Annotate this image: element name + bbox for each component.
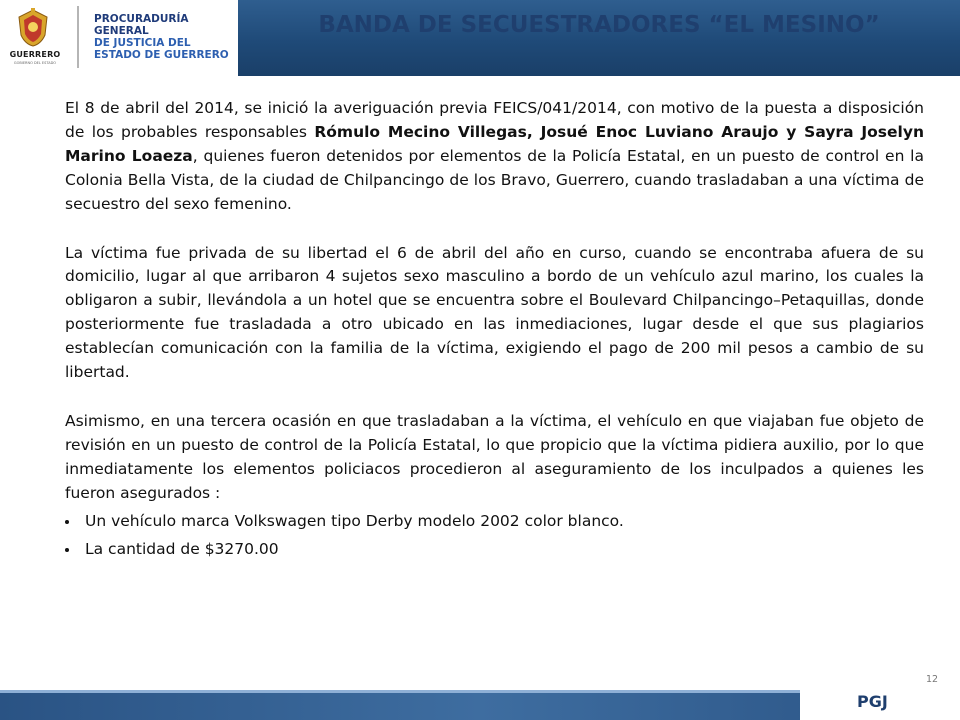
slide-body: [65, 97, 924, 562]
logo-block: [0, 0, 238, 76]
slide-title: BANDA DE SECUESTRADORES “EL MESINO”: [318, 12, 880, 38]
bullet-icon: [65, 520, 69, 524]
slide-header: [0, 0, 960, 76]
title-bar: [238, 0, 960, 76]
paragraph-3: Asimismo, en una tercera ocasión en que trasladaban a la víctima, el vehículo en que viajaban fue objeto de revisión en un puesto de control de la Policía Estatal, lo que propicio que la víctima pidiera auxilio, por lo que inmediatamente los elementos policiacos procedieron al aseguramiento de los inculpados a quienes les fueron asegurados :: [65, 411, 924, 502]
list-item: [65, 537, 924, 562]
paragraph-1: [65, 97, 924, 217]
agency-line-2: DE JUSTICIA DEL: [94, 37, 191, 49]
agency-line-3: ESTADO DE GUERRERO: [94, 49, 229, 61]
paragraph-1-text-b: , quienes fueron detenidos por elementos de la Policía Estatal, en un puesto de control en la Colonia Bella Vista, de la ciudad de Chilpancingo de los Bravo, Guerrero, cuando trasladaban a una víctima de secuestro del sexo femenino.: [65, 146, 924, 213]
guerrero-crest-icon: [14, 8, 52, 48]
list-item-text: La cantidad de $3270.00: [85, 539, 279, 558]
footer-highlight: [0, 690, 800, 693]
list-item: [65, 509, 924, 534]
agency-line-1: PROCURADURÍA GENERAL: [94, 13, 189, 37]
seized-items-list: [65, 509, 924, 562]
paragraph-1-names: Rómulo Mecino Villegas, Josué Enoc Luviano Araujo y Sayra Joselyn Marino Loaeza: [65, 122, 924, 165]
footer-brand: PGJ: [857, 692, 888, 711]
agency-name: [94, 13, 234, 61]
logo-divider: [77, 6, 79, 68]
bullet-icon: [65, 548, 69, 552]
paragraph-2: La víctima fue privada de su libertad el 6 de abril del año en curso, cuando se encontraba afuera de su domicilio, lugar al que arribaron 4 sujetos sexo masculino a bordo de un vehículo azul marino, los cuales la obligaron a subir, llevándola a un hotel que se encuentra sobre el Boulevard Chilpancingo–Petaquillas, donde posteriormente fue trasladada a otro ubicado en las inmediaciones, lugar desde el que sus plagiarios establecían comunicación con la familia de la víctima, exigiendo el pago de 200 mil pesos a cambio de su libertad.: [65, 243, 924, 382]
page-number: 12: [926, 674, 939, 685]
crest-sublabel: GOBIERNO DEL ESTADO: [13, 61, 57, 65]
list-item-text: Un vehículo marca Volkswagen tipo Derby modelo 2002 color blanco.: [85, 511, 624, 530]
crest-label: GUERRERO: [9, 50, 61, 59]
paragraph-1-text-a: El 8 de abril del 2014, se inició la averiguación previa FEICS/041/2014, con motivo de la puesta a disposición de los probables responsables: [65, 99, 924, 141]
